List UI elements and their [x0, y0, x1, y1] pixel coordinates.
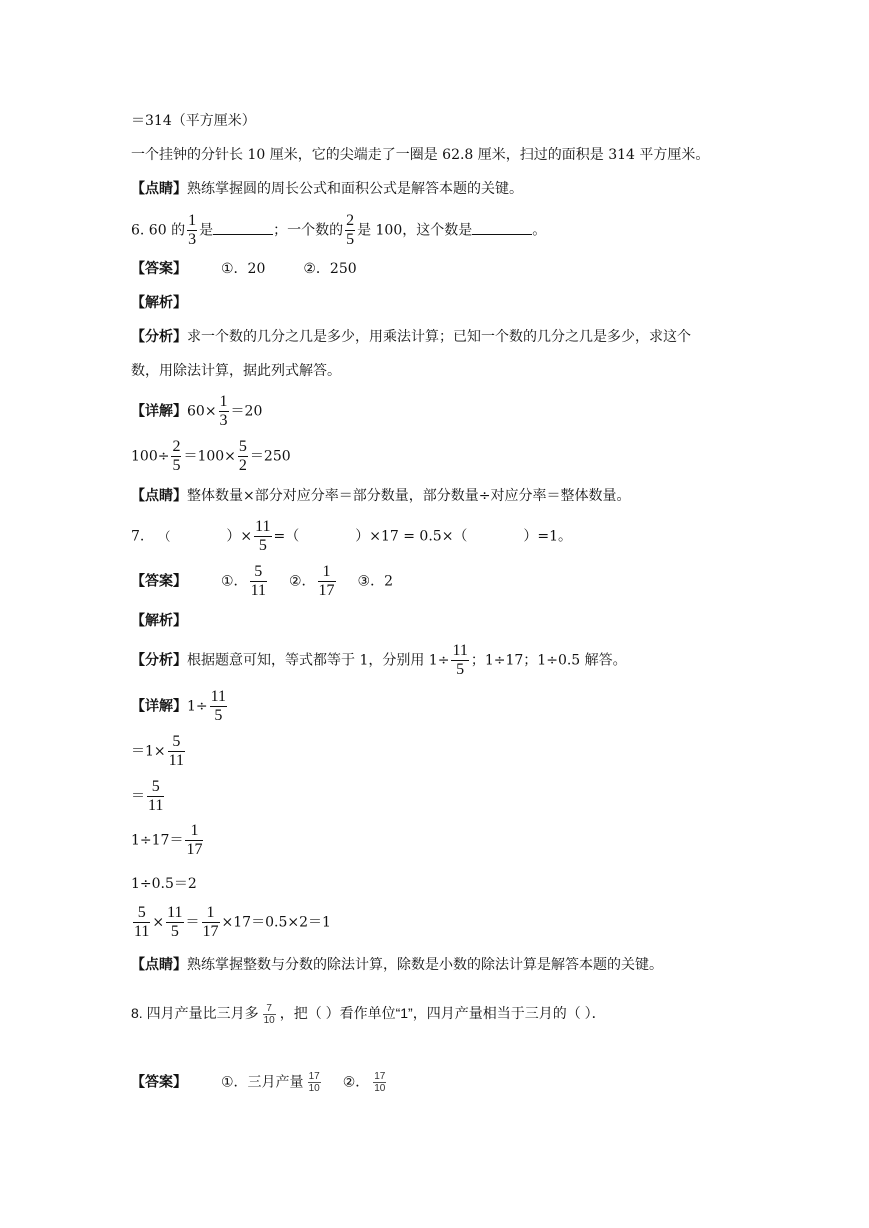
text-line: ＝314（平方厘米）	[131, 113, 256, 129]
fraction: $\frac{1}{17}$	[186, 822, 203, 858]
fraction: $\frac{5}{11}$	[168, 733, 185, 769]
detail-line: 1÷0.5＝2	[131, 876, 197, 892]
question-7: 7. （ ）× $\frac{11}{5}$ =（ ）×17 = 0.5×（ ）=1。	[131, 518, 573, 554]
text: 熟练掌握整数与分数的除法计算，除数是小数的除法计算是解答本题的关键。	[187, 957, 663, 973]
tag: 【答案】	[131, 261, 187, 277]
text: 求一个数的几分之几是多少，用乘法计算；已知一个数的几分之几是多少，求这个	[187, 329, 691, 345]
key-point-line	[131, 955, 663, 975]
tag: 【点睛】	[131, 957, 187, 973]
fraction: $\frac{5}{11}$	[148, 778, 164, 814]
text: 。	[532, 222, 547, 239]
q-number: 6. 60 的	[131, 222, 186, 239]
fraction: $\frac{1}{3}$	[188, 212, 197, 248]
text: 整体数量×部分对应分率＝部分数量，部分数量÷对应分率＝整体数量。	[187, 488, 631, 504]
detail-line: $\frac{5}{11}$ × $\frac{11}{5}$ ＝ $\frac{1}{17}$ ×17＝0.5×2＝1	[134, 904, 331, 940]
fraction: $\frac{17}{10}$	[374, 1071, 386, 1094]
fraction: $\frac{11}{5}$	[255, 518, 271, 554]
tag: 【点睛】	[131, 488, 187, 504]
tag: 【详解】	[131, 403, 187, 420]
fraction: $\frac{5}{2}$	[238, 438, 247, 474]
answer: ②．250	[303, 261, 357, 277]
fraction: $\frac{11}{5}$	[167, 904, 183, 940]
tag: 【分析】	[131, 329, 187, 345]
text: 熟练掌握圆的周长公式和面积公式是解答本题的关键。	[187, 181, 523, 197]
fraction: $\frac{2}{5}$	[346, 212, 355, 248]
analysis-line	[131, 327, 691, 347]
detail-line: ＝ $\frac{5}{11}$	[131, 778, 164, 814]
detail-line: 100÷ $\frac{2}{5}$ ＝100× $\frac{5}{2}$ ＝250	[131, 438, 291, 474]
analysis-label: 【解析】	[131, 295, 187, 311]
answer-line	[131, 259, 357, 279]
key-point-line	[131, 486, 630, 506]
tag: 【答案】	[131, 573, 187, 590]
fraction: $\frac{11}{5}$	[452, 642, 468, 678]
analysis-line: 【分析】根据题意可知，等式都等于 1，分别用 1÷ $\frac{11}{5}$ ；1÷17；1÷0.5 解答。	[131, 642, 627, 678]
answer-line: 【答案】 ①．三月产量 $\frac{17}{10}$ ②． $\frac{17}{10}$	[131, 1071, 386, 1094]
fraction: $\frac{1}{3}$	[219, 393, 228, 429]
fraction: $\frac{17}{10}$	[308, 1071, 320, 1094]
detail-line: 【详解】1÷ $\frac{11}{5}$	[131, 688, 227, 724]
fraction: $\frac{7}{10}$	[263, 1003, 275, 1026]
tag: 【答案】	[131, 1074, 187, 1091]
tag: 【详解】	[131, 698, 187, 715]
detail-line: ＝1× $\frac{5}{11}$	[131, 733, 185, 769]
answer-blank	[472, 222, 532, 235]
key-point-line	[131, 179, 523, 199]
fraction: $\frac{1}{17}$	[202, 904, 219, 940]
q-number: 8. 四月产量比三月多	[131, 1005, 259, 1022]
text: 是 100，这个数是	[357, 222, 473, 239]
question-6	[131, 212, 546, 249]
fraction: $\frac{11}{5}$	[210, 688, 227, 724]
answer-line: 【答案】 ①． $\frac{5}{11}$ ②． $\frac{1}{17}$ ③．2	[131, 563, 393, 599]
fraction: $\frac{5}{11}$	[134, 904, 150, 940]
tag: 【分析】	[131, 652, 187, 669]
tag: 【点睛】	[131, 181, 187, 197]
analysis-line: 数，用除法计算，据此列式解答。	[131, 363, 341, 379]
detail-line: 1÷17＝ $\frac{1}{17}$	[131, 822, 203, 858]
answer: ①．20	[221, 261, 266, 277]
analysis-label: 【解析】	[131, 613, 187, 629]
text: ，把（ ）看作单位“1”，四月产量相当于三月的（ ）．	[279, 1005, 606, 1022]
text: 是	[199, 222, 214, 239]
text: ；一个数的	[273, 222, 344, 239]
detail-line: 【详解】60× $\frac{1}{3}$ ＝20	[131, 393, 263, 429]
fraction: $\frac{2}{5}$	[172, 438, 181, 474]
q-number: 7.	[131, 528, 145, 545]
text-line: 一个挂钟的分针长 10 厘米，它的尖端走了一圈是 62.8 厘米，扫过的面积是 314 平方厘米。	[131, 147, 710, 163]
fraction: $\frac{1}{17}$	[318, 563, 335, 599]
question-8	[131, 1003, 606, 1026]
answer-blank	[213, 222, 273, 235]
fraction: $\frac{5}{11}$	[250, 563, 266, 599]
